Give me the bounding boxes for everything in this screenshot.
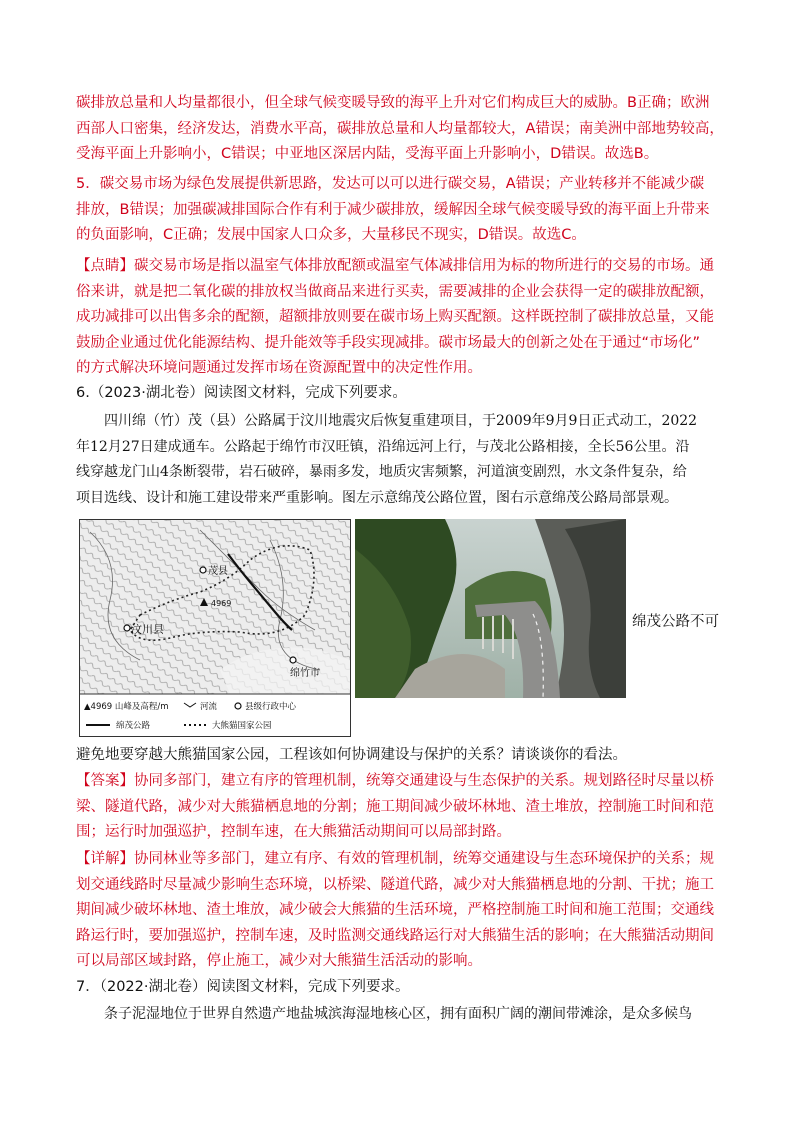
text-line: 项目选线、设计和施工建设带来严重影响。图左示意绵茂公路位置，图右示意绵茂公路局部景观。 <box>76 489 678 506</box>
county-center-icon <box>290 657 296 663</box>
label-maoxian: 茂县 <box>208 566 228 577</box>
legend-county: 县级行政中心 <box>245 702 297 712</box>
text-line: 的负面影响，C正确；发展中国家人口众多，大量移民不现实，D错误。故选C。 <box>76 227 586 243</box>
q7-material: 条子泥湿地位于世界自然遗产地盐城滨海湿地核心区，拥有面积广阔的潮间带滩涂，是众多候鸟 <box>104 1006 692 1022</box>
county-center-icon <box>124 625 130 631</box>
label-mianzhu: 绵竹市 <box>290 668 320 679</box>
text-line: 期间减少破坏林地、渣土堆放，减少破会大熊猫的生活环境，严格控制施工时间和施工范围；交通线 <box>76 902 714 918</box>
photo-graphic <box>355 519 626 698</box>
q4-explanation <box>76 91 726 168</box>
question-inline-tail: 绵茂公路不可 <box>632 614 719 630</box>
text-line: 四川绵（竹）茂（县）公路属于汶川地震灾后恢复重建项目，于2009年9月9日正式动工，2022 <box>104 413 698 429</box>
text-line: 西部人口密集，经济发达，消费水平高，碳排放总量和人均量都较大，A错误；南美洲中部地势较高， <box>76 120 724 137</box>
county-center-icon <box>200 567 206 573</box>
text-line: 成功减排可以出售多余的配额，超额排放则要在碳市场上购买配额。这样既控制了碳排放总量，又能 <box>76 309 714 325</box>
q6-answer <box>76 769 726 846</box>
q7-header: 7．（2022·湖北卷）阅读图文材料，完成下列要求。 <box>76 979 410 995</box>
text-line: 【详解】协同林业等多部门，建立有序、有效的管理机制，统筹交通建设与生态环境保护的关系；规 <box>76 851 714 867</box>
text-line: 排放，B错误；加强碳减排国际合作有利于减少碳排放，缓解因全球气候变暖导致的海平面上升带来 <box>76 201 710 218</box>
text-line: 【点睛】碳交易市场是指以温室气体排放配额或温室气体减排信用为标的物所进行的交易的市场。通 <box>76 258 714 274</box>
legend-peak: ▲4969 山峰及高程/m <box>84 702 169 712</box>
road-landscape-photo <box>355 519 626 698</box>
text-line: 鼓励企业通过优化能源结构、提升能效等手段实现减排。碳市场最大的创新之处在于通过“市场化” <box>76 334 701 351</box>
q6-header: 6.（2023·湖北卷）阅读图文材料，完成下列要求。 <box>76 385 407 401</box>
text-line: 围；运行时加强巡护，控制车速，在大熊猫活动期间可以局部封路。 <box>76 824 511 840</box>
map-graphic <box>80 520 350 736</box>
label-wenchuan: 汶川县 <box>131 623 164 636</box>
legend-river: 河流 <box>200 702 218 712</box>
text-line: 俗来讲，就是把二氧化碳的排放权当做商品来进行买卖，需要减排的企业会获得一定的碳排放配额， <box>76 283 714 300</box>
text-line: 年12月27日建成通车。公路起于绵竹市汉旺镇，沿绵远河上行，与茂北公路相接，全长56公里。沿 <box>76 438 690 455</box>
county-symbol-icon <box>235 703 241 709</box>
q6-question: 避免地要穿越大熊猫国家公园，工程该如何协调建设与保护的关系？请谈谈你的看法。 <box>76 747 627 763</box>
q5-explanation <box>76 172 726 249</box>
text-line: 受海平面上升影响小，C错误；中亚地区深居内陆，受海平面上升影响小，D错误。故选B。 <box>76 146 659 162</box>
dianjing-note <box>76 254 726 382</box>
text-line: 梁、隧道代路，减少对大熊猫栖息地的分割；施工期间减少破坏林地、渣土堆放，控制施工时间和范 <box>76 798 714 815</box>
text-line: 的方式解决环境问题通过发挥市场在资源配置中的决定性作用。 <box>76 360 482 376</box>
text-line: 线穿越龙门山4条断裂带，岩石破碎，暴雨多发，地质灾害频繁，河道演变剧烈，水文条件复杂，给 <box>76 464 687 480</box>
text-line: 划交通线路时尽量减少影响生态环境，以桥梁、隧道代路，减少对大熊猫栖息地的分割、干扰；施工 <box>76 876 714 893</box>
text-line: 碳排放总量和人均量都很小，但全球气候变暖导致的海平上升对它们构成巨大的威胁。B正确；欧洲 <box>76 95 710 111</box>
text-line: 可以局部区域封路，停止施工，减少对大熊猫生活活动的影响。 <box>76 953 482 969</box>
location-map <box>79 519 351 737</box>
text-line: 5．碳交易市场为绿色发展提供新思路，发达可以可以进行碳交易，A错误；产业转移并不能减少碳 <box>76 176 705 192</box>
legend-park: 大熊猫国家公园 <box>212 721 272 731</box>
legend-road: 绵茂公路 <box>116 721 151 731</box>
q6-material <box>76 409 726 511</box>
text-line: 【答案】协同多部门，建立有序的管理机制，统筹交通建设与生态保护的关系。规划路径时尽量以桥 <box>76 773 714 789</box>
label-peak: 4969 <box>211 599 232 608</box>
text-line: 路运行时，要加强巡护，控制车速，及时监测交通线路运行对大熊猫生活的影响；在大熊猫活动期间 <box>76 927 714 944</box>
q6-detail <box>76 847 726 975</box>
